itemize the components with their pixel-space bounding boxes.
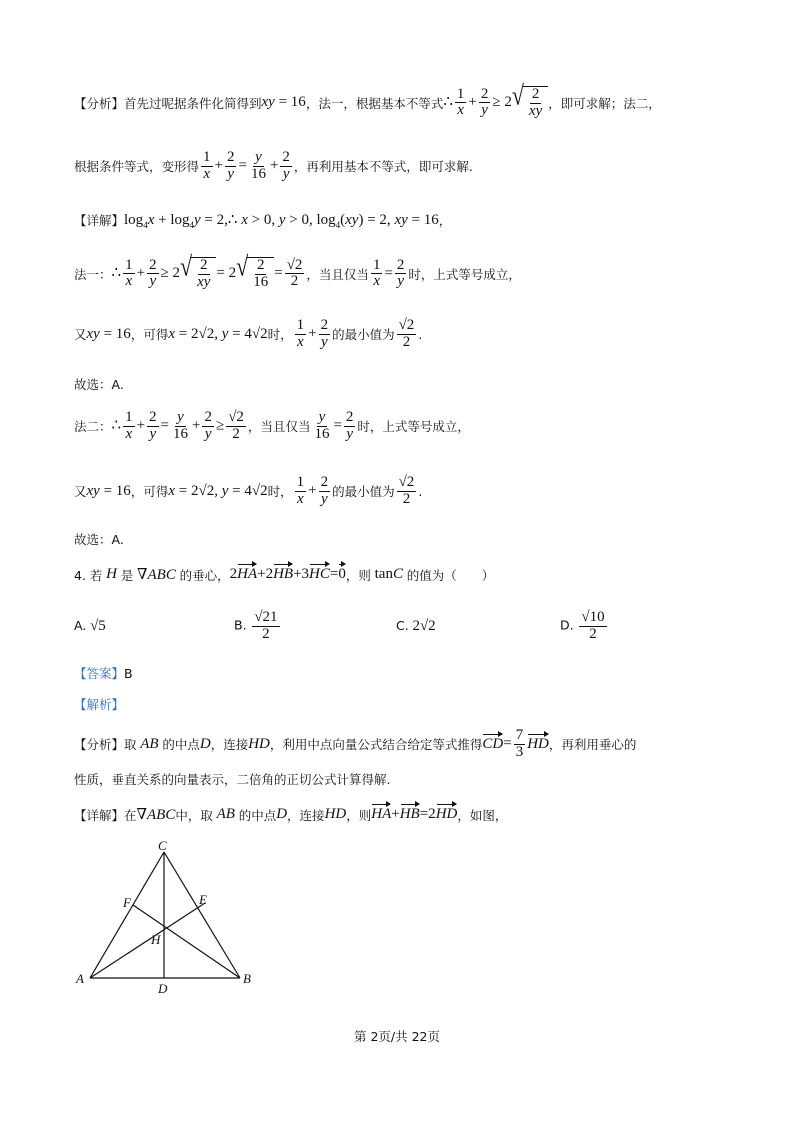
- label-a: A: [76, 971, 84, 986]
- text: 时，上式等号成立，: [357, 419, 470, 435]
- label-f: F: [123, 895, 131, 910]
- analysis-line-1: 【分析】首先过呢据条件化简得到 xy = 16 ，法一，根据基本不等式 ∴ $\frac{1}{x}$ + $\frac{2}{y}$ ≥ 2 √ $\frac{2}{xy}$ ，即可求解；法二，: [74, 79, 661, 119]
- choice-line-1: [74, 375, 124, 393]
- text: 时，上式等号成立，: [408, 266, 521, 282]
- text: ，利用中点向量公式结合给定等式推得: [269, 737, 483, 753]
- question-4: 4. 若 H 是 ∇ABC 的垂心， 2HA+2HB+3HC=0 ，则 tanC 的值为（ ）: [74, 566, 495, 583]
- text: 【分析】首先过呢据条件化简得到: [74, 95, 262, 111]
- method1-result: 又 xy = 16 ，可得 x = 2√2, y = 4√2 时， $\frac{1}{x}$ + $\frac{2}{y}$ 的最小值为 $\frac{√2}{2}$ .: [74, 317, 423, 350]
- text: 的垂心，: [179, 567, 230, 583]
- q4-analysis-2: [74, 770, 390, 788]
- text: 性质，垂直关系的向量表示，二倍角的正切公式计算得解.: [74, 772, 391, 787]
- label-c: C: [158, 840, 167, 853]
- text: 时，: [267, 327, 293, 343]
- analysis-line-2: 根据条件等式，变形得 $\frac{1}{x}$ + $\frac{2}{y}$ = $\frac{y}{16}$ + $\frac{2}{y}$ ，再利用基本不等式，即可求解.: [74, 149, 473, 182]
- analysis-label: 【解析】: [74, 697, 125, 712]
- answer-line: [74, 664, 133, 682]
- text: 【详解】: [74, 213, 125, 228]
- side-ca: [90, 852, 164, 978]
- text: 法一：: [74, 266, 112, 282]
- text: 的最小值为: [332, 484, 395, 500]
- label-d: D: [158, 981, 168, 996]
- text: 的中点: [238, 807, 277, 823]
- text: 4. 若: [74, 567, 103, 583]
- text: .: [418, 483, 423, 499]
- text: ，再利用基本不等式，即可求解.: [293, 159, 473, 175]
- text: ，连接: [287, 807, 325, 823]
- q4-detail: 【详解】在 ∇ABC 中，取 AB 的中点 D ，连接 HD ，则 HA+HB=2HD ，如图，: [74, 806, 508, 823]
- answer-label: 【答案】: [74, 666, 125, 681]
- text: 又: [74, 327, 87, 343]
- triangle-figure: [70, 840, 270, 1000]
- text: ，连接: [210, 737, 249, 753]
- text: 的中点: [162, 737, 200, 753]
- text: ，即可求解；法二，: [548, 95, 661, 111]
- text: 又: [74, 484, 87, 500]
- text: ，如图，: [457, 807, 508, 823]
- text: 故选：A.: [74, 377, 124, 392]
- detail-line-1: 【详解】 $\log_4x + \log_4y$ = 2,∴ x > 0, y > 0, $\log_4(xy) = 2$, xy = 16 ，: [74, 212, 452, 230]
- text: .: [418, 326, 423, 342]
- text: ，当且仅当: [247, 419, 311, 435]
- text: ，可得: [130, 327, 169, 343]
- option-a: A. √5: [74, 618, 106, 634]
- label-h: H: [151, 932, 161, 947]
- label-b: B: [243, 971, 251, 986]
- text: ，则: [345, 567, 371, 583]
- text: 【分析】取: [74, 737, 137, 753]
- page-footer: 第 2页/共 22页: [353, 1029, 441, 1044]
- side-cb: [164, 852, 240, 978]
- q4-analysis-1: 【分析】取 AB 的中点 D ，连接 HD ，利用中点向量公式结合给定等式推得 CD= $\frac{7}{3}$ HD ，再利用垂心的: [74, 727, 637, 760]
- label-e: E: [199, 892, 207, 907]
- method1-line: 法一： ∴ $\frac{1}{x}$ + $\frac{2}{y}$ ≥ 2 √ $\frac{2}{xy}$ = 2 √ $\frac{2}{16}$ = $\frac{√2}{2}$ ，当且仅当 $\frac{1}{x}$ = $\frac{2}{y}$ 时，上式等号成立，: [74, 250, 521, 290]
- option-c: C. 2√2: [396, 618, 436, 634]
- text: 是: [120, 567, 134, 583]
- text: 根据条件等式，变形得: [74, 159, 200, 175]
- text: 时，: [267, 484, 293, 500]
- choice-line-2: [74, 530, 124, 548]
- text: 法二：: [74, 419, 112, 435]
- method2-line: 法二： ∴ $\frac{1}{x}$ + $\frac{2}{y}$ = $\frac{y}{16}$ + $\frac{2}{y}$ ≥ $\frac{√2}{2}$ ，当且仅当 $\frac{y}{16}$ = $\frac{2}{y}$ 时，上式等号成立，: [74, 409, 470, 442]
- text: ，再利用垂心的: [548, 737, 637, 753]
- text: ，当且仅当: [306, 266, 369, 282]
- text: 【详解】在: [74, 807, 137, 823]
- text: 中，取: [175, 807, 213, 823]
- method2-result: 又 xy = 16 ，可得 x = 2√2, y = 4√2 时， $\frac{1}{x}$ + $\frac{2}{y}$ 的最小值为 $\frac{√2}{2}$ .: [74, 474, 423, 507]
- altitude-bf: [133, 905, 240, 978]
- text: ，则: [346, 807, 372, 823]
- text: 故选：A.: [74, 532, 124, 547]
- text: ，法一，根据基本不等式: [305, 95, 444, 111]
- text: 的最小值为: [332, 327, 395, 343]
- text: ，可得: [130, 484, 169, 500]
- text: 的值为（ ）: [406, 567, 495, 583]
- option-d: D. $\frac{√10}{2}$: [560, 609, 605, 642]
- answer-value: B: [124, 665, 133, 681]
- option-b: B. $\frac{√21}{2}$: [234, 609, 278, 642]
